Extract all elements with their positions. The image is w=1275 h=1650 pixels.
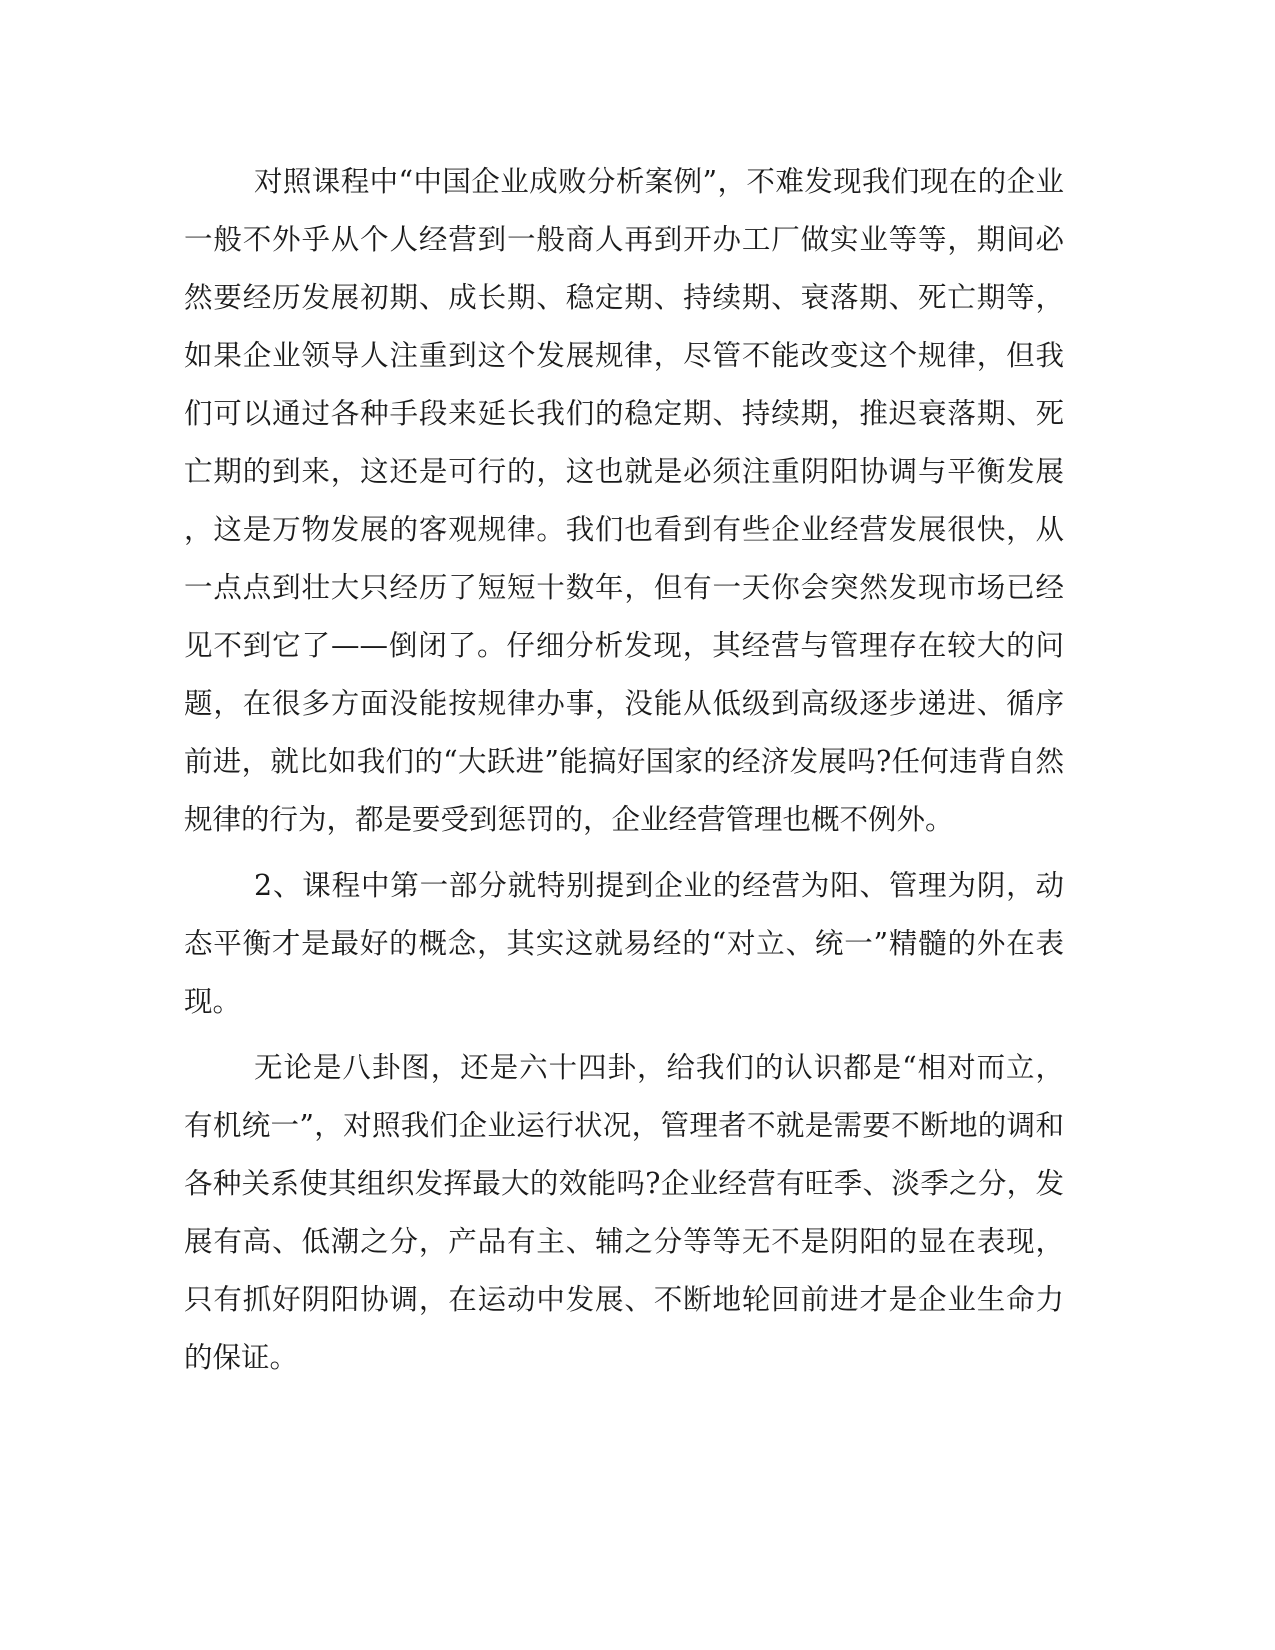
paragraph-1-line-5: 们可以通过各种手段来延长我们的稳定期、持续期，推迟衰落期、死	[184, 397, 1064, 430]
paragraph-1-line-11: 前进，就比如我们的“大跃进”能搞好国家的经济发展吗?任何违背自然	[184, 745, 1064, 778]
paragraph-1-line-6: 亡期的到来，这还是可行的，这也就是必须注重阴阳协调与平衡发展	[184, 455, 1064, 488]
paragraph-1-line-4: 如果企业领导人注重到这个发展规律，尽管不能改变这个规律，但我	[184, 339, 1064, 372]
paragraph-3-line-6: 的保证。	[184, 1341, 299, 1374]
paragraph-2-line-1: 2、课程中第一部分就特别提到企业的经营为阳、管理为阴，动	[254, 869, 1064, 902]
paragraph-1-line-8: 一点点到壮大只经历了短短十数年，但有一天你会突然发现市场已经	[184, 571, 1064, 604]
paragraph-1-line-7: ，这是万物发展的客观规律。我们也看到有些企业经营发展很快，从	[184, 513, 1064, 546]
paragraph-1-line-9: 见不到它了——倒闭了。仔细分析发现，其经营与管理存在较大的问	[184, 629, 1064, 662]
paragraph-3-line-1: 无论是八卦图，还是六十四卦，给我们的认识都是“相对而立，	[254, 1051, 1064, 1084]
paragraph-2-line-3: 现。	[184, 985, 242, 1018]
paragraph-1-line-10: 题，在很多方面没能按规律办事，没能从低级到高级逐步递进、循序	[184, 687, 1064, 720]
paragraph-1-line-3: 然要经历发展初期、成长期、稳定期、持续期、衰落期、死亡期等，	[184, 281, 1064, 314]
paragraph-3-line-2: 有机统一”，对照我们企业运行状况，管理者不就是需要不断地的调和	[184, 1109, 1064, 1142]
paragraph-3-line-3: 各种关系使其组织发挥最大的效能吗?企业经营有旺季、淡季之分，发	[184, 1167, 1064, 1200]
paragraph-2-line-2: 态平衡才是最好的概念，其实这就易经的“对立、统一”精髓的外在表	[184, 927, 1064, 960]
paragraph-3-line-5: 只有抓好阴阳协调，在运动中发展、不断地轮回前进才是企业生命力	[184, 1283, 1064, 1316]
paragraph-1-line-1: 对照课程中“中国企业成败分析案例”，不难发现我们现在的企业	[254, 165, 1064, 198]
paragraph-1-line-12: 规律的行为，都是要受到惩罚的，企业经营管理也概不例外。	[184, 803, 954, 836]
paragraph-3-line-4: 展有高、低潮之分，产品有主、辅之分等等无不是阴阳的显在表现，	[184, 1225, 1064, 1258]
paragraph-1-line-2: 一般不外乎从个人经营到一般商人再到开办工厂做实业等等，期间必	[184, 223, 1064, 256]
